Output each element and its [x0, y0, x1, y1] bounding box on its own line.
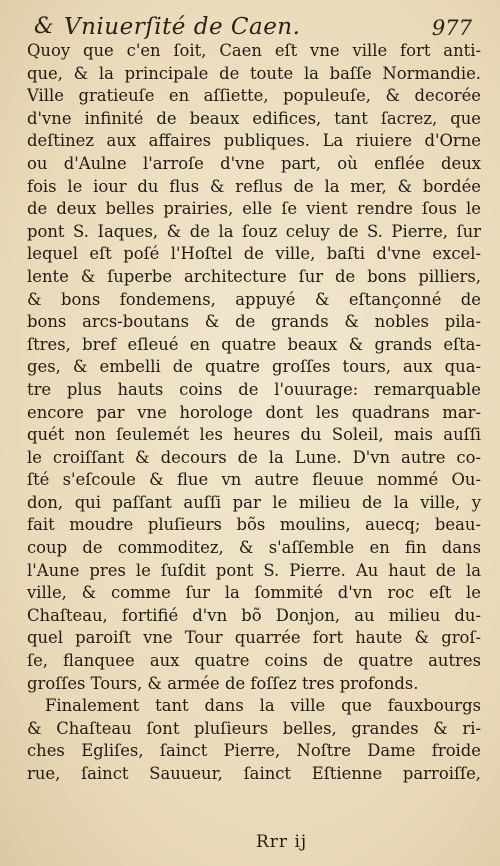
text-line: bons arcs-boutans & de grands & nobles pila- — [27, 312, 481, 332]
text-line: le croiſſant & decours de la Lune. D'vn autre co- — [27, 447, 481, 467]
body-text — [27, 40, 481, 786]
text-line: l'Aune pres le ſuſdit pont S. Pierre. Au haut de la — [27, 560, 481, 580]
text-line: tre plus hauts coins de l'ouurage: remarquable — [27, 379, 481, 399]
text-line: coup de commoditez, & s'aſſemble en fin dans — [27, 538, 481, 558]
text-line: & bons fondemens, appuyé & eſtançonné de — [27, 289, 481, 309]
page-header — [34, 12, 476, 42]
page-number: 977 — [431, 16, 472, 40]
text-line: que, & la principale de toute la baſſe Normandie. — [27, 63, 481, 83]
text-line: lente & ſuperbe architecture ſur de bons pilliers, — [27, 266, 481, 286]
running-title: Vniuerſité de Caen. — [64, 14, 301, 40]
text-line: pont S. Iaques, & de la ſouz celuy de S. Pierre, ſur — [27, 221, 481, 241]
text-line: ges, & embelli de quatre groſſes tours, aux qua- — [27, 357, 481, 377]
text-line: & Chaſteau ſont pluſieurs belles, grandes & ri- — [27, 718, 481, 738]
text-line: de deux belles prairies, elle ſe vient rendre ſous le — [27, 199, 481, 219]
text-line: don, qui paſſant auſſi par le milieu de la ville, y — [27, 492, 481, 512]
text-line: ſtres, bref eſleué en quatre beaux & grands eſta- — [27, 334, 481, 354]
text-line: d'vne infinité de beaux edifices, tant ſacrez, que — [27, 108, 481, 128]
text-line: fait moudre pluſieurs bõs moulins, auecq; beau- — [27, 515, 481, 535]
ornament-glyph: & — [34, 14, 54, 39]
text-line: encore par vne horologe dont les quadrans mar- — [27, 402, 481, 422]
text-line: quét non ſeulemét les heures du Soleil, mais auſſi — [27, 425, 481, 445]
text-line: Quoy que c'en ſoit, Caen eſt vne ville fort anti- — [27, 41, 481, 60]
text-line: deſtinez aux affaires publiques. La riuiere d'Orne — [27, 131, 481, 151]
signature-mark: Rrr ij — [256, 832, 308, 852]
text-line: ou d'Aulne l'arroſe d'vne part, où enflée deux — [27, 153, 481, 173]
text-line: ches Egliſes, ſainct Pierre, Noſtre Dame froide — [27, 741, 481, 761]
text-line: groſſes Tours, & armée de foſſez tres profonds. — [27, 673, 419, 693]
text-line: Finalement tant dans la ville que fauxbourgs — [45, 696, 481, 716]
text-line: ville, & comme ſur la ſommité d'vn roc eſt le — [27, 583, 481, 603]
text-line: Ville gratieuſe en aſſiette, populeuſe, & decorée — [27, 86, 481, 106]
text-line: fois le iour du flus & reflus de la mer, & bordée — [27, 176, 481, 196]
text-line: lequel eſt poſé l'Hoſtel de ville, baſti d'vne excel- — [27, 244, 481, 264]
text-line: Chaſteau, fortifié d'vn bõ Donjon, au milieu du- — [27, 605, 481, 625]
text-line: rue, ſainct Sauueur, ſainct Eſtienne parroiſſe, — [27, 764, 481, 783]
text-line: ſe, flanquee aux quatre coins de quatre autres — [27, 651, 481, 671]
text-line: ſté s'eſcoule & flue vn autre fleuue nommé Ou- — [27, 470, 481, 490]
text-line: quel paroiſt vne Tour quarrée fort haute & groſ- — [27, 628, 481, 648]
